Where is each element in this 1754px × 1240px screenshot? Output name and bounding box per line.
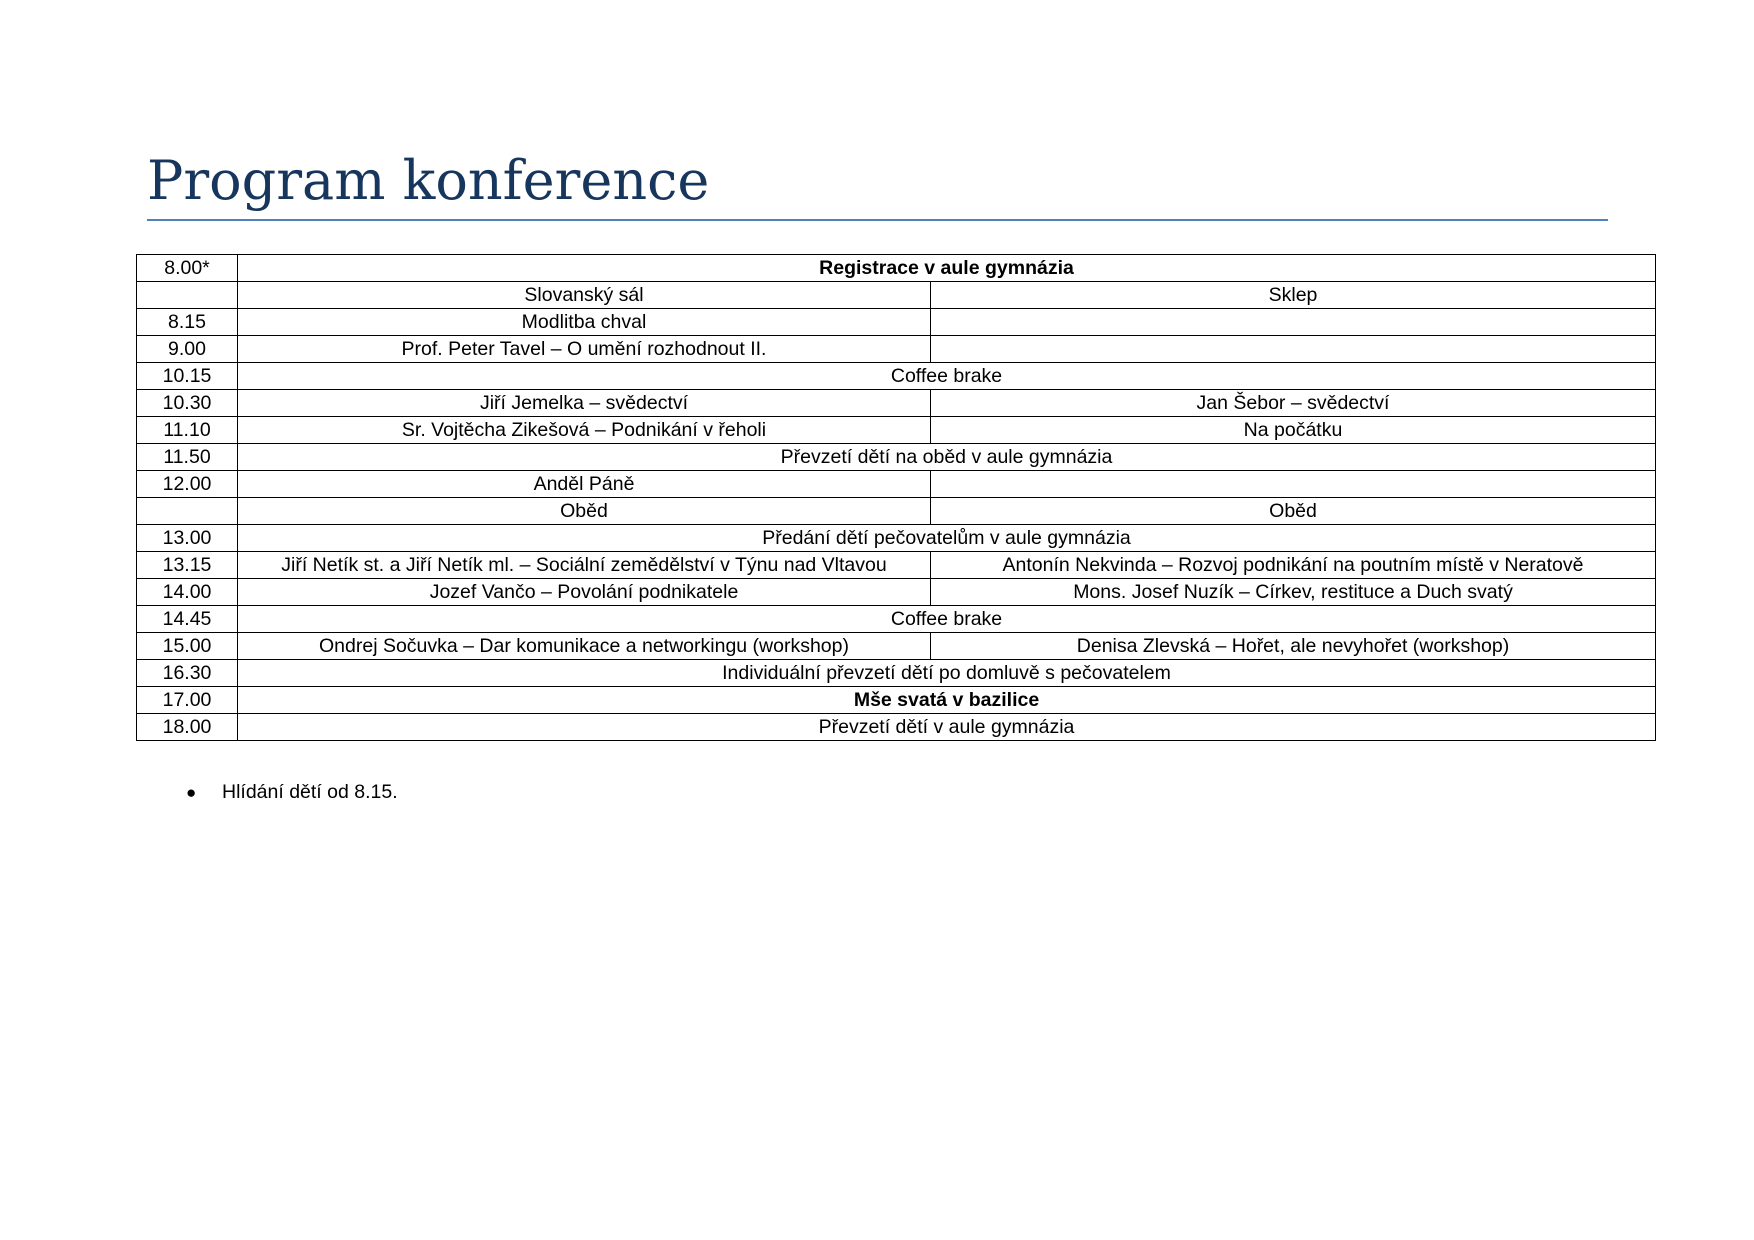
session-cell-slovansky-sal: Ondrej Sočuvka – Dar komunikace a networkingu (workshop) xyxy=(238,633,931,660)
table-row xyxy=(137,498,1656,525)
table-row xyxy=(137,282,1656,309)
session-cell-sklep xyxy=(931,309,1656,336)
session-cell-sklep: Mons. Josef Nuzík – Církev, restituce a Duch svatý xyxy=(931,579,1656,606)
program-table-body xyxy=(137,255,1656,741)
time-cell: 18.00 xyxy=(137,714,238,741)
time-cell: 8.15 xyxy=(137,309,238,336)
room-header-sklep: Sklep xyxy=(931,282,1656,309)
session-cell-slovansky-sal: Anděl Páně xyxy=(238,471,931,498)
time-cell: 17.00 xyxy=(137,687,238,714)
session-cell-slovansky-sal: Prof. Peter Tavel – O umění rozhodnout II. xyxy=(238,336,931,363)
session-cell-slovansky-sal: Sr. Vojtěcha Zikešová – Podnikání v řeholi xyxy=(238,417,931,444)
time-cell xyxy=(137,498,238,525)
session-cell-slovansky-sal: Jiří Jemelka – svědectví xyxy=(238,390,931,417)
time-cell: 10.30 xyxy=(137,390,238,417)
session-cell-full: Převzetí dětí na oběd v aule gymnázia xyxy=(238,444,1656,471)
table-row xyxy=(137,606,1656,633)
table-row xyxy=(137,660,1656,687)
session-cell-slovansky-sal: Jiří Netík st. a Jiří Netík ml. – Sociální zemědělství v Týnu nad Vltavou xyxy=(238,552,931,579)
table-row xyxy=(137,444,1656,471)
registration-cell: Registrace v aule gymnázia xyxy=(238,255,1656,282)
session-cell-sklep: Denisa Zlevská – Hořet, ale nevyhořet (workshop) xyxy=(931,633,1656,660)
time-cell: 13.15 xyxy=(137,552,238,579)
table-row xyxy=(137,255,1656,282)
session-cell-slovansky-sal: Jozef Vančo – Povolání podnikatele xyxy=(238,579,931,606)
session-cell-slovansky-sal: Modlitba chval xyxy=(238,309,931,336)
session-cell-sklep: Antonín Nekvinda – Rozvoj podnikání na poutním místě v Neratově xyxy=(931,552,1656,579)
time-cell: 14.00 xyxy=(137,579,238,606)
time-cell: 8.00* xyxy=(137,255,238,282)
session-cell-sklep: Na počátku xyxy=(931,417,1656,444)
session-cell-full: Mše svatá v bazilice xyxy=(238,687,1656,714)
time-cell: 16.30 xyxy=(137,660,238,687)
session-cell-full: Individuální převzetí dětí po domluvě s pečovatelem xyxy=(238,660,1656,687)
time-cell: 13.00 xyxy=(137,525,238,552)
table-row xyxy=(137,687,1656,714)
time-cell: 11.50 xyxy=(137,444,238,471)
session-cell-full: Coffee brake xyxy=(238,363,1656,390)
session-cell-sklep: Oběd xyxy=(931,498,1656,525)
session-cell-full: Převzetí dětí v aule gymnázia xyxy=(238,714,1656,741)
footnote-text: Hlídání dětí od 8.15. xyxy=(222,781,398,803)
page-title: Program konference xyxy=(147,149,710,212)
table-row xyxy=(137,336,1656,363)
session-cell-full: Coffee brake xyxy=(238,606,1656,633)
time-cell: 9.00 xyxy=(137,336,238,363)
table-row xyxy=(137,579,1656,606)
time-cell: 10.15 xyxy=(137,363,238,390)
title-underline xyxy=(147,219,1608,221)
session-cell-slovansky-sal: Oběd xyxy=(238,498,931,525)
program-table xyxy=(136,254,1656,741)
table-row xyxy=(137,309,1656,336)
time-cell: 12.00 xyxy=(137,471,238,498)
time-cell: 14.45 xyxy=(137,606,238,633)
bullet-icon: ● xyxy=(186,783,197,802)
session-cell-sklep xyxy=(931,471,1656,498)
table-row xyxy=(137,390,1656,417)
table-row xyxy=(137,552,1656,579)
table-row xyxy=(137,417,1656,444)
session-cell-full: Předání dětí pečovatelům v aule gymnázia xyxy=(238,525,1656,552)
table-row xyxy=(137,633,1656,660)
table-row xyxy=(137,525,1656,552)
time-cell: 15.00 xyxy=(137,633,238,660)
table-row xyxy=(137,363,1656,390)
room-header-slovansky-sal: Slovanský sál xyxy=(238,282,931,309)
session-cell-sklep: Jan Šebor – svědectví xyxy=(931,390,1656,417)
footnote xyxy=(186,779,398,806)
session-cell-sklep xyxy=(931,336,1656,363)
time-cell: 11.10 xyxy=(137,417,238,444)
table-row xyxy=(137,471,1656,498)
time-cell xyxy=(137,282,238,309)
table-row xyxy=(137,714,1656,741)
